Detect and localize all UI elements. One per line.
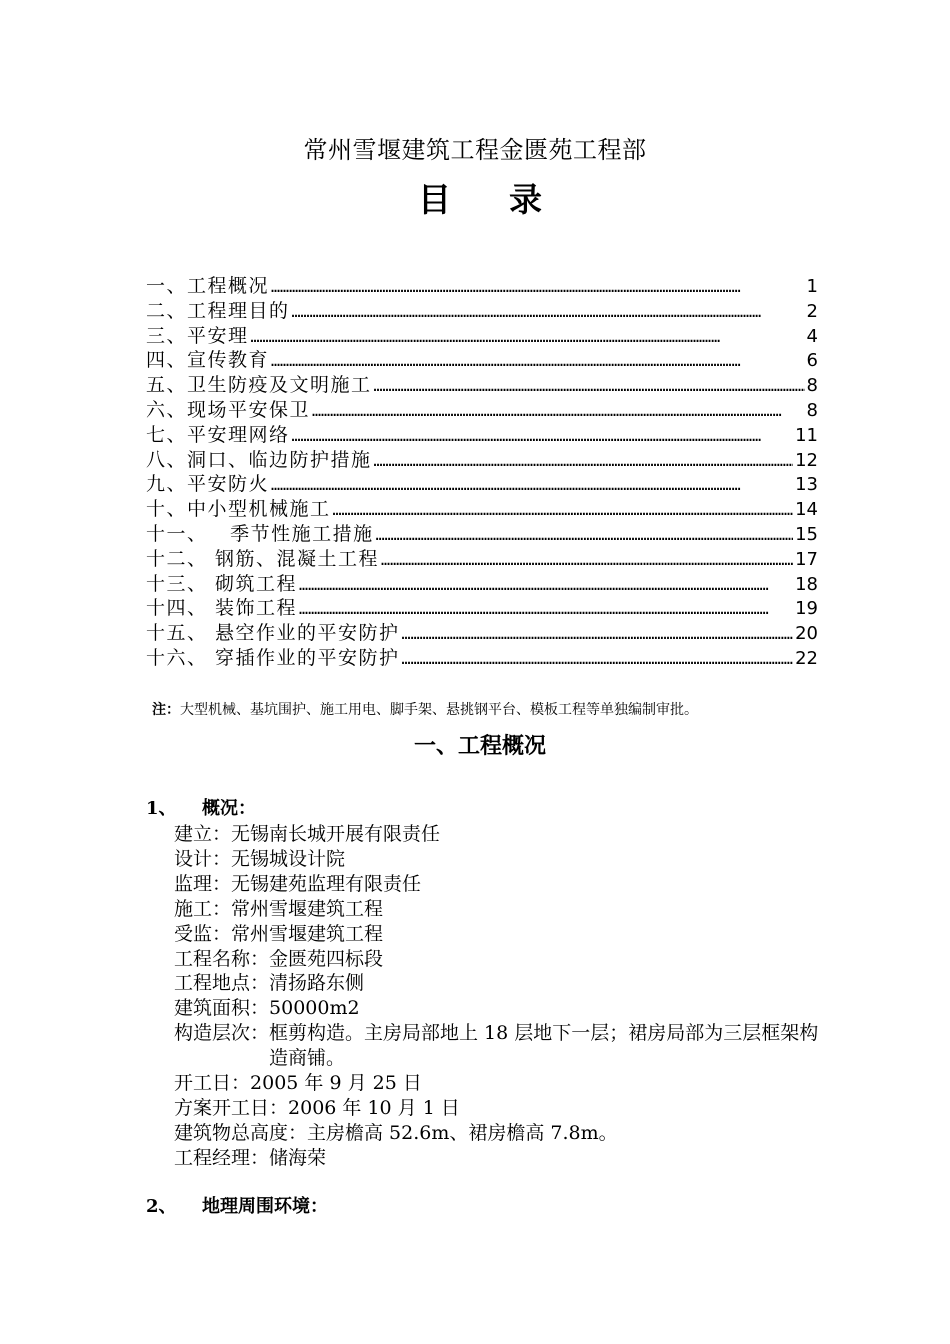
- toc-entry: [146, 572, 818, 597]
- toc-entry: [146, 547, 818, 572]
- toc-title-char-2: 录: [509, 180, 542, 219]
- toc-entry-label: 十、中小型机械施工: [146, 498, 331, 521]
- toc-entry-label: 五、卫生防疫及文明施工: [146, 374, 372, 397]
- subsection-number: 2、: [146, 1196, 177, 1217]
- toc-entry: [146, 423, 818, 448]
- overview-item: [174, 1146, 824, 1171]
- toc-entry-label: 六、现场平安保卫: [146, 398, 311, 421]
- toc-entry-label: 四、宣传教育: [146, 349, 270, 372]
- table-of-contents: [146, 274, 818, 671]
- toc-entry-label: 九、平安防火: [146, 473, 270, 496]
- toc-entry: [146, 398, 818, 423]
- toc-entry-label: 十四、 装饰工程: [146, 597, 298, 620]
- toc-entry: [146, 497, 818, 522]
- toc-entry-label: 十一、 季节性施工措施: [146, 522, 374, 545]
- toc-entry-label: 二、工程理目的: [146, 299, 290, 322]
- overview-value: 常州雪堰建筑工程: [231, 897, 384, 920]
- toc-entry-page: 18: [795, 573, 818, 595]
- overview-value: 清扬路东侧: [269, 972, 365, 995]
- toc-entry-page: 2: [806, 300, 818, 322]
- toc-leader-dots: [312, 399, 805, 424]
- toc-entry-page: 6: [806, 350, 818, 372]
- overview-label: 构造层次：: [174, 1022, 270, 1045]
- toc-entry-label: 一、工程概况: [146, 275, 270, 297]
- toc-entry: [146, 448, 818, 473]
- note-prefix: 注：: [152, 702, 180, 718]
- overview-value: 50000m2: [269, 997, 360, 1020]
- toc-entry: [146, 299, 818, 324]
- toc-entry-page: 22: [795, 647, 818, 669]
- section-title: 一、工程概况: [413, 734, 546, 759]
- overview-label: 设计：: [174, 847, 232, 870]
- toc-leader-dots: [271, 349, 805, 374]
- subsection-title: 概况：: [202, 798, 256, 819]
- overview-label: 监理：: [174, 872, 232, 895]
- overview-value: 无锡建苑监理有限责任: [231, 872, 422, 895]
- overview-item: [174, 996, 824, 1021]
- toc-entry: [146, 324, 818, 349]
- toc-leader-dots: [299, 597, 793, 622]
- toc-leader-dots: [374, 449, 794, 474]
- toc-entry-page: 20: [795, 623, 818, 645]
- overview-label: 工程地点：: [174, 972, 270, 995]
- toc-entry-page: 4: [806, 325, 818, 347]
- toc-entry: [146, 596, 818, 621]
- toc-entry: [146, 472, 818, 497]
- overview-value: 无锡城设计院: [231, 847, 346, 870]
- toc-entry: [146, 646, 818, 671]
- toc-entry-label: 十二、 钢筋、混凝土工程: [146, 547, 380, 570]
- toc-leader-dots: [402, 622, 794, 647]
- overview-list: [174, 822, 824, 1171]
- overview-value: 2005 年 9 月 25 日: [250, 1072, 422, 1095]
- overview-label: 工程名称：: [174, 947, 270, 970]
- toc-entry-label: 三、平安理: [146, 324, 249, 347]
- overview-value: 常州雪堰建筑工程: [231, 922, 384, 945]
- overview-item: [174, 922, 824, 947]
- overview-label: 受监：: [174, 922, 232, 945]
- toc-entry-page: 13: [795, 474, 818, 496]
- toc-leader-dots: [374, 374, 805, 399]
- overview-value: 框剪构造。主房局部地上 18 层地下一层；裙房局部为三层框架构造商铺。: [269, 1022, 819, 1070]
- overview-value: 主房檐高 52.6m、裙房檐高 7.8m。: [307, 1121, 618, 1144]
- toc-entry-page: 11: [795, 424, 818, 446]
- toc-entry: [146, 373, 818, 398]
- toc-leader-dots: [402, 647, 794, 672]
- toc-title: [0, 180, 950, 220]
- overview-label: 建立：: [174, 823, 232, 845]
- toc-leader-dots: [251, 325, 805, 350]
- company-title: 常州雪堰建筑工程金匮苑工程部: [303, 136, 647, 164]
- toc-entry-page: 12: [795, 449, 818, 471]
- toc-entry-label: 七、平安理网络: [146, 423, 290, 446]
- subsection-heading-1: [146, 797, 256, 821]
- toc-entry-label: 八、洞口、临边防护措施: [146, 448, 372, 471]
- toc-entry-page: 8: [806, 399, 818, 421]
- overview-item: [174, 1121, 824, 1146]
- overview-label: 方案开工日：: [174, 1096, 289, 1119]
- toc-leader-dots: [299, 573, 793, 598]
- toc-entry-page: 8: [806, 375, 818, 397]
- subsection-number: 1、: [146, 798, 177, 819]
- toc-entry-page: 17: [795, 548, 818, 570]
- toc-leader-dots: [271, 473, 793, 498]
- overview-item: [174, 1071, 824, 1096]
- overview-value: 无锡南长城开展有限责任: [231, 823, 441, 845]
- overview-item: [174, 897, 824, 922]
- overview-item: [174, 1021, 824, 1071]
- subsection-title: 地理周围环境：: [202, 1196, 328, 1217]
- toc-entry-label: 十五、 悬空作业的平安防护: [146, 622, 400, 645]
- overview-label: 建筑物总高度：: [174, 1121, 308, 1144]
- note-text: 大型机械、基坑围护、施工用电、脚手架、悬挑钢平台、模板工程等单独编制审批。: [180, 702, 698, 718]
- toc-entry-page: 1: [806, 276, 818, 297]
- toc-leader-dots: [292, 424, 794, 449]
- overview-label: 施工：: [174, 897, 232, 920]
- toc-leader-dots: [292, 300, 805, 325]
- toc-entry-page: 15: [795, 523, 818, 545]
- overview-item: [174, 1096, 824, 1121]
- overview-value: 2006 年 10 月 1 日: [288, 1096, 460, 1119]
- overview-label: 建筑面积：: [174, 997, 270, 1020]
- toc-leader-dots: [271, 275, 805, 300]
- overview-label: 开工日：: [174, 1072, 251, 1095]
- toc-entry-label: 十六、 穿插作业的平安防护: [146, 646, 400, 669]
- toc-entry-page: 19: [795, 598, 818, 620]
- overview-item: [174, 847, 824, 872]
- overview-item: [174, 971, 824, 996]
- toc-entry: [146, 522, 818, 547]
- overview-label: 工程经理：: [174, 1146, 270, 1169]
- overview-item: [174, 947, 824, 972]
- overview-value: 储海荣: [269, 1146, 327, 1169]
- toc-title-char-1: 目: [418, 180, 451, 219]
- toc-leader-dots: [381, 548, 793, 573]
- overview-value: 金匮苑四标段: [269, 947, 384, 970]
- toc-leader-dots: [376, 523, 793, 548]
- toc-entry-page: 14: [795, 499, 818, 521]
- note: [152, 700, 832, 720]
- toc-entry: [146, 274, 818, 299]
- toc-entry-label: 十三、 砌筑工程: [146, 572, 298, 595]
- toc-entry: [146, 621, 818, 646]
- toc-entry: [146, 348, 818, 373]
- subsection-heading-2: [146, 1195, 328, 1219]
- overview-item: [174, 872, 824, 897]
- overview-item: [174, 822, 824, 847]
- toc-leader-dots: [333, 498, 794, 523]
